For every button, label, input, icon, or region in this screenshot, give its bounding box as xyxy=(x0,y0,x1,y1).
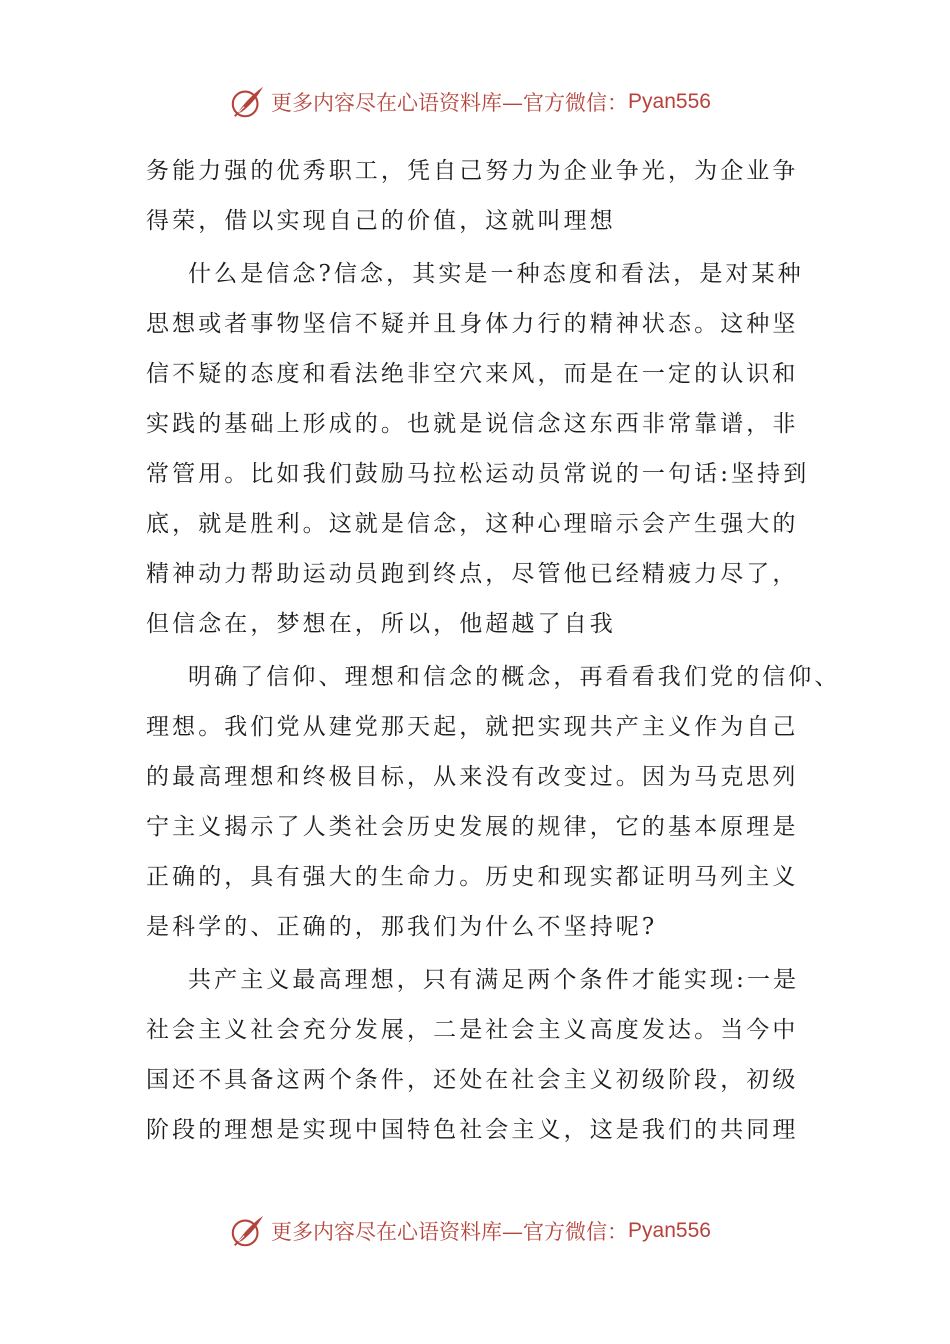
text-line: 信不疑的态度和看法绝非空穴来风，而是在一定的认识和 xyxy=(146,361,799,387)
document-body xyxy=(146,146,841,1158)
text-line: 社会主义社会充分发展，二是社会主义高度发达。当今中 xyxy=(146,1017,799,1043)
text-line: 务能力强的优秀职工，凭自己努力为企业争光，为企业争 xyxy=(146,158,799,184)
banner-text: 更多内容尽在心语资料库—官方微信： xyxy=(271,91,629,115)
text-line: 思想或者事物坚信不疑并且身体力行的精神状态。这种坚 xyxy=(146,311,799,337)
wechat-id: Pyan556 xyxy=(628,90,711,113)
text-line: 国还不具备这两个条件，还处在社会主义初级阶段，初级 xyxy=(146,1067,799,1093)
text-line: 明确了信仰、理想和信念的概念，再看看我们党的信仰、 xyxy=(188,664,841,690)
text-line: 实践的基础上形成的。也就是说信念这东西非常靠谱，非 xyxy=(146,411,799,437)
paragraph xyxy=(146,249,826,649)
text-line: 的最高理想和终极目标，从来没有改变过。因为马克思列 xyxy=(146,764,799,790)
paragraph xyxy=(146,955,826,1155)
text-line: 精神动力帮助运动员跑到终点，尽管他已经精疲力尽了， xyxy=(146,561,799,587)
text-line: 什么是信念?信念，其实是一种态度和看法，是对某种 xyxy=(188,261,804,287)
paragraph xyxy=(146,652,841,952)
header-banner-content xyxy=(229,83,711,121)
quill-pen-in-circle-icon xyxy=(229,1212,267,1250)
text-line: 宁主义揭示了人类社会历史发展的规律，它的基本原理是 xyxy=(146,814,799,840)
wechat-id: Pyan556 xyxy=(628,1219,711,1242)
paragraph xyxy=(146,146,826,246)
quill-pen-in-circle-icon xyxy=(229,83,267,121)
text-line: 理想。我们党从建党那天起，就把实现共产主义作为自己 xyxy=(146,714,799,740)
text-line: 底，就是胜利。这就是信念，这种心理暗示会产生强大的 xyxy=(146,511,799,537)
footer-banner-content xyxy=(229,1212,711,1250)
text-line: 常管用。比如我们鼓励马拉松运动员常说的一句话:坚持到 xyxy=(146,461,810,487)
header-banner xyxy=(0,82,950,122)
text-line: 共产主义最高理想，只有满足两个条件才能实现:一是 xyxy=(188,967,800,993)
text-line: 得荣，借以实现自己的价值，这就叫理想 xyxy=(146,208,616,234)
text-line: 阶段的理想是实现中国特色社会主义，这是我们的共同理 xyxy=(146,1117,799,1143)
banner-text: 更多内容尽在心语资料库—官方微信： xyxy=(271,1220,629,1244)
footer-banner xyxy=(0,1211,950,1251)
text-line: 正确的，具有强大的生命力。历史和现实都证明马列主义 xyxy=(146,864,799,890)
text-line: 是科学的、正确的，那我们为什么不坚持呢? xyxy=(146,914,658,940)
text-line: 但信念在，梦想在，所以，他超越了自我 xyxy=(146,611,616,637)
